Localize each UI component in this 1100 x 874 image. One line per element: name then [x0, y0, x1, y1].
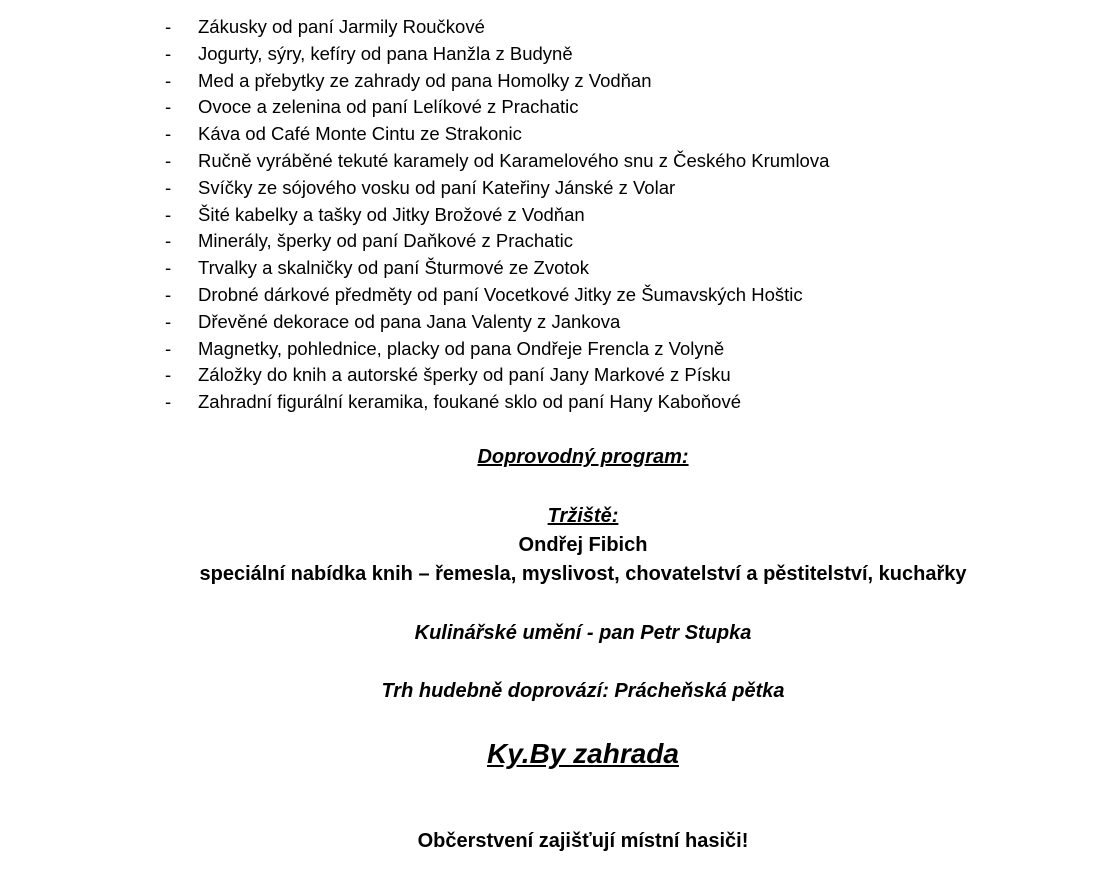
list-dash: - — [165, 283, 172, 305]
vendor-text: Jogurty, sýry, kefíry od pana Hanžla z Budyně — [198, 42, 573, 64]
list-dash: - — [165, 337, 172, 359]
program-heading: Doprovodný program: — [477, 446, 689, 468]
vendor-text: Zahradní figurální keramika, foukané sklo od paní Hany Kaboňové — [198, 391, 741, 413]
vendor-item — [0, 175, 1100, 202]
market-seller-name: Ondřej Fibich — [518, 534, 648, 556]
music-line: Trh hudebně doprovází: Prácheňská pětka — [381, 680, 785, 702]
vendor-item — [0, 228, 1100, 255]
vendor-item — [0, 68, 1100, 95]
vendor-text: Káva od Café Monte Cintu ze Strakonic — [198, 123, 522, 145]
list-dash: - — [165, 69, 172, 91]
market-heading: Tržiště: — [547, 505, 619, 527]
vendor-item — [0, 389, 1100, 416]
list-dash: - — [165, 310, 172, 332]
vendor-item — [0, 282, 1100, 309]
list-dash: - — [165, 123, 172, 145]
list-dash: - — [165, 391, 172, 413]
vendor-item — [0, 41, 1100, 68]
vendor-item — [0, 121, 1100, 148]
vendor-text: Šité kabelky a tašky od Jitky Brožové z Vodňan — [198, 203, 585, 225]
list-dash: - — [165, 42, 172, 64]
list-dash: - — [165, 149, 172, 171]
vendor-item — [0, 94, 1100, 121]
vendor-text: Dřevěné dekorace od pana Jana Valenty z Jankova — [198, 310, 621, 332]
list-dash: - — [165, 176, 172, 198]
vendor-text: Zákusky od paní Jarmily Roučkové — [198, 16, 485, 37]
list-dash: - — [165, 364, 172, 386]
culinary-line: Kulinářské umění - pan Petr Stupka — [414, 622, 752, 644]
vendor-text: Minerály, šperky od paní Daňkové z Prachatic — [198, 230, 573, 252]
vendor-item — [0, 255, 1100, 282]
vendor-text: Ručně vyráběné tekuté karamely od Karamelového snu z Českého Krumlova — [198, 149, 830, 171]
refreshments-line: Občerstvení zajišťují místní hasiči! — [417, 830, 749, 852]
vendor-item — [0, 148, 1100, 175]
vendor-text: Trvalky a skalničky od paní Šturmové ze Zvotok — [198, 257, 590, 279]
vendor-text: Záložky do knih a autorské šperky od paní Jany Markové z Písku — [198, 364, 731, 386]
vendor-item — [0, 14, 1100, 41]
list-dash: - — [165, 203, 172, 225]
vendor-text: Magnetky, pohlednice, placky od pana Ondřeje Frencla z Volyně — [198, 337, 725, 359]
vendor-text: Svíčky ze sójového vosku od paní Kateřiny Jánské z Volar — [198, 176, 676, 198]
list-dash: - — [165, 16, 172, 37]
vendor-item — [0, 309, 1100, 336]
market-seller-offer: speciální nabídka knih – řemesla, myslivost, chovatelství a pěstitelství, kuchařky — [199, 563, 967, 585]
vendor-item — [0, 362, 1100, 389]
garden-title: Ky.By zahrada — [487, 738, 679, 769]
vendor-item — [0, 336, 1100, 363]
vendor-list — [0, 14, 1100, 416]
list-dash: - — [165, 96, 172, 118]
vendor-item — [0, 202, 1100, 229]
vendor-text: Med a přebytky ze zahrady od pana Homolky z Vodňan — [198, 69, 652, 91]
vendor-text: Drobné dárkové předměty od paní Vocetkové Jitky ze Šumavských Hoštic — [198, 283, 803, 305]
list-dash: - — [165, 257, 172, 279]
vendor-text: Ovoce a zelenina od paní Lelíkové z Prachatic — [198, 96, 579, 118]
list-dash: - — [165, 230, 172, 252]
